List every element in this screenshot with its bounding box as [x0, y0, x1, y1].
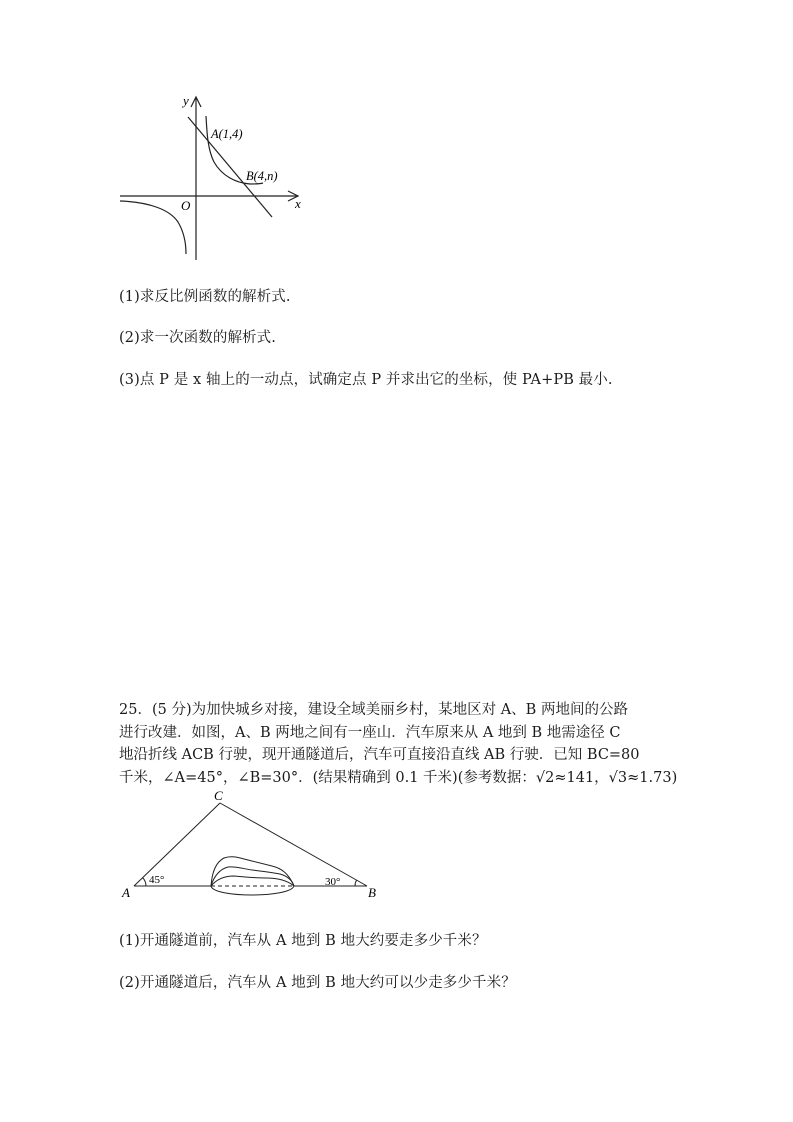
origin-label: O: [181, 198, 191, 213]
problem25-statement: [119, 699, 679, 789]
angle-a-arc: [143, 878, 147, 887]
problem25-line-2: 进行改建．如图，A、B 两地之间有一座山．汽车原来从 A 地到 B 地需途径 C: [119, 724, 621, 741]
problem25-line-1: 25．(5 分)为加快城乡对接，建设全域美丽乡村，某地区对 A、B 两地间的公路: [119, 702, 628, 718]
side-ac: [134, 803, 220, 886]
problem24-question-1: (1)求反比例函数的解析式.: [119, 289, 291, 305]
angle-b-label: 30°: [325, 876, 341, 888]
y-axis-label: y: [183, 93, 189, 108]
vertex-b-label: B: [368, 885, 376, 900]
side-cb: [220, 803, 367, 886]
problem25-line-3: 地沿折线 ACB 行驶，现开通隧道后，汽车可直接沿直线 AB 行驶．已知 BC=80: [119, 747, 640, 763]
problem24-question-2: (2)求一次函数的解析式.: [119, 330, 276, 346]
vertex-c-label: C: [214, 788, 223, 803]
angle-a-label: 45°: [149, 874, 165, 886]
x-axis-label: x: [295, 196, 301, 211]
point-b-label: B(4,n): [246, 169, 278, 183]
point-a-label: A(1,4): [211, 127, 243, 141]
angle-b-arc: [355, 880, 357, 886]
problem25-question-1: (1)开通隧道前，汽车从 A 地到 B 地大约要走多少千米？: [119, 933, 487, 949]
mountain-icon: [211, 857, 294, 895]
problem25-line-4: 千米，∠A=45°，∠B=30°．(结果精确到 0.1 千米)(参考数据：√2≈141，√3≈1.73): [119, 769, 678, 786]
function-graph-figure: [0, 0, 793, 280]
vertex-a-label: A: [122, 885, 130, 900]
problem25-question-2: (2)开通隧道后，汽车从 A 地到 B 地大约可以少走多少千米？: [119, 975, 516, 991]
problem24-question-3: (3)点 P 是 x 轴上的一动点，试确定点 P 并求出它的坐标，使 PA+PB 最小.: [119, 372, 613, 388]
triangle-mountain-figure: [0, 780, 793, 905]
hyperbola-branch-q3: [120, 201, 186, 254]
